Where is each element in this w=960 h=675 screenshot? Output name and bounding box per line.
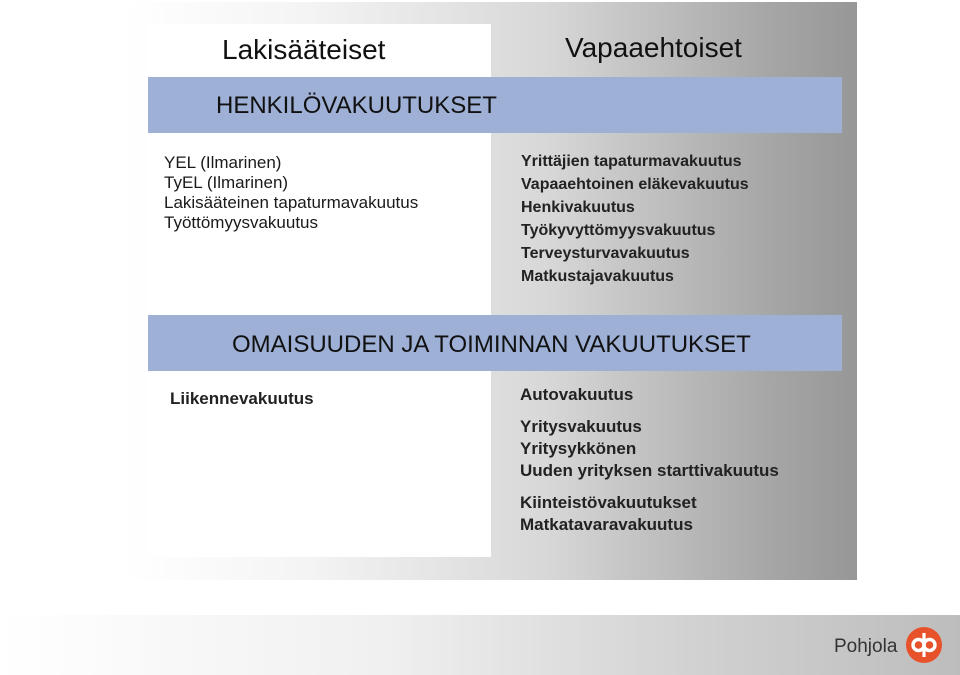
brand-name: Pohjola [834,636,898,657]
list-item: Työkyvyttömyysvakuutus [521,222,716,239]
list-item: Henkivakuutus [521,199,635,216]
list-item: Liikennevakuutus [170,389,314,408]
voluntary-property-list [520,384,779,536]
property-insurance-title: OMAISUUDEN JA TOIMINNAN VAKUUTUKSET [232,331,751,358]
list-item: Vapaaehtoinen eläkevakuutus [521,176,749,193]
list-item: Matkustajavakuutus [521,268,674,285]
list-item: Matkatavaravakuutus [520,515,693,534]
list-item: Työttömyysvakuutus [164,213,319,232]
personal-insurance-band [148,77,842,133]
statutory-heading: Lakisääteiset [222,34,386,65]
personal-insurance-title: HENKILÖVAKUUTUKSET [216,92,497,119]
list-item: Kiinteistövakuutukset [520,493,697,512]
list-item: Autovakuutus [520,385,634,404]
list-item: Yritysykkönen [520,439,637,458]
list-item: YEL (Ilmarinen) [164,153,282,172]
voluntary-heading: Vapaaehtoiset [565,32,742,63]
footer-strip [0,615,960,675]
list-item: Yrittäjien tapaturmavakuutus [521,153,742,170]
statutory-property-list [170,389,314,409]
list-item: Yritysvakuutus [520,417,642,436]
list-item: TyEL (Ilmarinen) [164,173,289,192]
list-item: Uuden yrityksen starttivakuutus [520,461,779,480]
list-item: Terveysturvavakuutus [521,245,690,262]
property-insurance-band [148,315,842,371]
voluntary-personal-list [521,150,749,288]
pohjola-logo-icon [906,627,942,663]
list-item: Lakisääteinen tapaturmavakuutus [164,193,419,212]
statutory-personal-list [164,153,418,233]
